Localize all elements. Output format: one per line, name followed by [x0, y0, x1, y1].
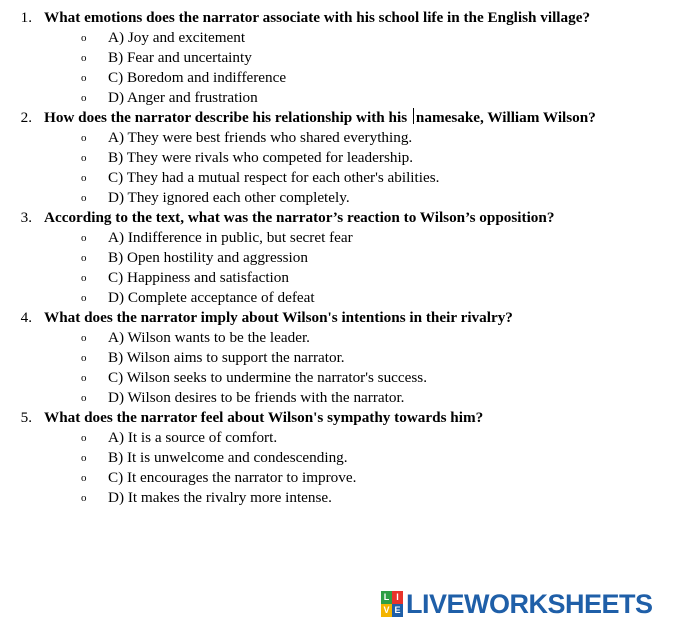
bullet-icon: o — [81, 472, 87, 484]
logo-mark-letter: L — [381, 591, 392, 604]
question-1 — [0, 8, 687, 108]
bullet-icon: o — [81, 272, 87, 284]
answer-options — [0, 428, 687, 508]
question-text-part: How does the narrator describe his relationship with his — [44, 109, 411, 126]
answer-option[interactable] — [0, 248, 687, 268]
logo-mark-letter: V — [381, 604, 392, 617]
question-number: 2. — [20, 109, 32, 126]
answer-option[interactable] — [0, 228, 687, 248]
option-text: A) They were best friends who shared everything. — [108, 129, 413, 146]
answer-option[interactable] — [0, 468, 687, 488]
answer-option[interactable] — [0, 188, 687, 208]
option-text: C) Boredom and indifference — [108, 69, 287, 86]
question-number: 1. — [20, 9, 32, 26]
worksheet — [0, 8, 687, 508]
option-text: A) Indifference in public, but secret fear — [108, 229, 353, 246]
answer-option[interactable] — [0, 48, 687, 68]
question-3 — [0, 208, 687, 308]
question-text: What does the narrator feel about Wilson's sympathy towards him? — [44, 409, 484, 426]
question-text: What emotions does the narrator associate with his school life in the English village? — [44, 9, 591, 26]
question-number: 4. — [20, 309, 32, 326]
bullet-icon: o — [81, 432, 87, 444]
option-text: B) It is unwelcome and condescending. — [108, 449, 348, 466]
option-text: D) Anger and frustration — [108, 89, 258, 106]
bullet-icon: o — [81, 192, 87, 204]
question-text — [44, 108, 629, 128]
question-text: According to the text, what was the narrator’s reaction to Wilson’s opposition? — [44, 209, 555, 226]
answer-options — [0, 328, 687, 408]
answer-options — [0, 128, 687, 208]
option-text: C) It encourages the narrator to improve. — [108, 469, 357, 486]
liveworksheets-logo[interactable] — [381, 589, 653, 619]
text-cursor — [413, 108, 414, 124]
question-2 — [0, 108, 687, 208]
bullet-icon: o — [81, 132, 87, 144]
option-text: A) It is a source of comfort. — [108, 429, 278, 446]
answer-option[interactable] — [0, 68, 687, 88]
question-5 — [0, 408, 687, 508]
option-text: D) They ignored each other completely. — [108, 189, 350, 206]
bullet-icon: o — [81, 332, 87, 344]
bullet-icon: o — [81, 372, 87, 384]
bullet-icon: o — [81, 52, 87, 64]
answer-option[interactable] — [0, 88, 687, 108]
option-text: D) It makes the rivalry more intense. — [108, 489, 332, 506]
answer-option[interactable] — [0, 428, 687, 448]
option-text: A) Joy and excitement — [108, 29, 246, 46]
question-number: 3. — [20, 209, 32, 226]
answer-option[interactable] — [0, 148, 687, 168]
option-text: C) They had a mutual respect for each other's abilities. — [108, 169, 440, 186]
question-number: 5. — [20, 409, 32, 426]
logo-text: LIVEWORKSHEETS — [406, 589, 653, 619]
option-text: D) Wilson desires to be friends with the narrator. — [108, 389, 405, 406]
question-4 — [0, 308, 687, 408]
answer-option[interactable] — [0, 128, 687, 148]
bullet-icon: o — [81, 152, 87, 164]
option-text: D) Complete acceptance of defeat — [108, 289, 315, 306]
answer-option[interactable] — [0, 448, 687, 468]
question-text: What does the narrator imply about Wilson's intentions in their rivalry? — [44, 309, 513, 326]
answer-option[interactable] — [0, 348, 687, 368]
answer-options — [0, 228, 687, 308]
option-text: B) They were rivals who competed for leadership. — [108, 149, 414, 166]
option-text: C) Happiness and satisfaction — [108, 269, 289, 286]
logo-mark-letter: E — [392, 604, 403, 617]
bullet-icon: o — [81, 92, 87, 104]
bullet-icon: o — [81, 292, 87, 304]
question-text-part: namesake, William Wilson? — [415, 109, 596, 126]
option-text: A) Wilson wants to be the leader. — [108, 329, 310, 346]
answer-options — [0, 28, 687, 108]
answer-option[interactable] — [0, 488, 687, 508]
answer-option[interactable] — [0, 368, 687, 388]
logo-mark-icon — [381, 591, 403, 617]
bullet-icon: o — [81, 232, 87, 244]
option-text: B) Wilson aims to support the narrator. — [108, 349, 345, 366]
bullet-icon: o — [81, 172, 87, 184]
bullet-icon: o — [81, 492, 87, 504]
answer-option[interactable] — [0, 288, 687, 308]
bullet-icon: o — [81, 252, 87, 264]
option-text: B) Fear and uncertainty — [108, 49, 252, 66]
bullet-icon: o — [81, 72, 87, 84]
answer-option[interactable] — [0, 168, 687, 188]
bullet-icon: o — [81, 392, 87, 404]
bullet-icon: o — [81, 452, 87, 464]
bullet-icon: o — [81, 352, 87, 364]
option-text: B) Open hostility and aggression — [108, 249, 308, 266]
answer-option[interactable] — [0, 388, 687, 408]
logo-mark-letter: I — [392, 591, 403, 604]
answer-option[interactable] — [0, 268, 687, 288]
option-text: C) Wilson seeks to undermine the narrator's success. — [108, 369, 428, 386]
answer-option[interactable] — [0, 328, 687, 348]
bullet-icon: o — [81, 32, 87, 44]
answer-option[interactable] — [0, 28, 687, 48]
